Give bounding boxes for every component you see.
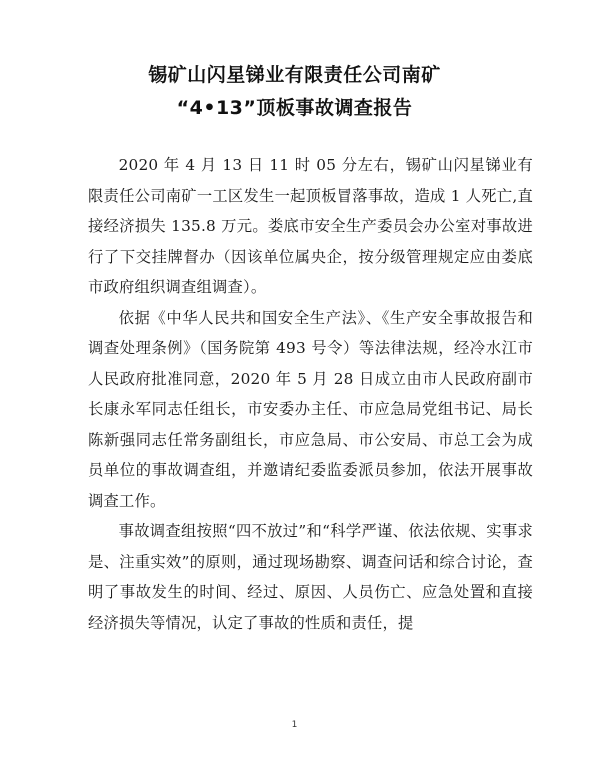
paragraph-investigation-principles: 事故调查组按照“四不放过”和“科学严谨、依法依规、实事求是、注重实效”的原则，通过现场勘察、调查问话和综合讨论，查明了事故发生的时间、经过、原因、人员伤亡、应急处置和直接经济损失等情况，认定了事故的性质和责任，提 (88, 522, 533, 632)
page-number: 1 (291, 720, 298, 730)
paragraph-legal-basis: 依据《中华人民共和国安全生产法》、《生产安全事故报告和调查处理条例》（国务院第 493 号令）等法律法规，经冷水江市人民政府批准同意，2020 年 5 月 28 日成立由市人民政府副市长康永军同志任组长，市安委办主任、市应急局党组书记、局长陈新强同志任常务副组长，市应急局、市公安局、市总工会为成员单位的事故调查组，并邀请纪委监委派员参加，依法开展事故调查工作。 (88, 308, 533, 510)
report-title-line-1: 锡矿山闪星锑业有限责任公司南矿 (148, 64, 441, 86)
paragraph-summary: 2020 年 4 月 13 日 11 时 05 分左右，锡矿山闪星锑业有限责任公司南矿一工区发生一起顶板冒落事故，造成 1 人死亡,直接经济损失 135.8 万元。娄底市安全生产委员会办公室对事故进行了下交挂牌督办（因该单位属央企，按分级管理规定应由娄底市政府组织调查组调查）。 (88, 156, 533, 296)
report-title-line-2: “4•13”顶板事故调查报告 (176, 97, 413, 119)
report-body (88, 150, 533, 638)
